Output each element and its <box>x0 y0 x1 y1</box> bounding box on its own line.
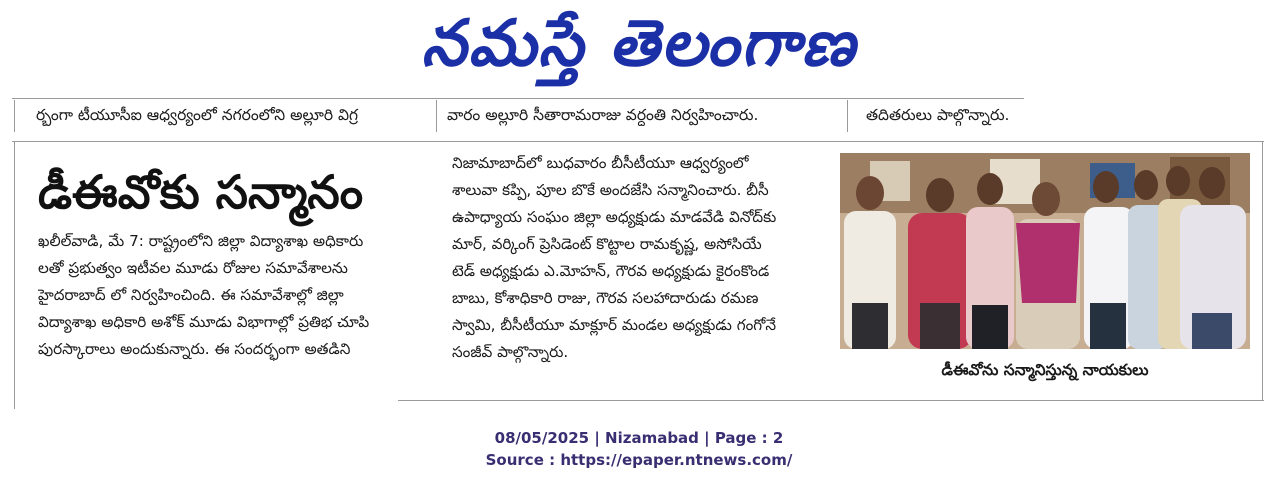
column-2-line: ఉపాధ్యాయ సంఘం జిల్లా అధ్యక్షుడు మాడవేడి వినోద్‌కు <box>452 208 777 226</box>
top-divider-2 <box>436 100 437 132</box>
right-border <box>1262 141 1263 401</box>
column-1-line: హైదరాబాద్ లో నిర్వహించింది. ఈ సమావేశాల్లో జిల్లా <box>38 286 344 304</box>
top-row-text-1: ర్భంగా టీయూసీఐ ఆధ్వర్యంలో నగరంలోని అల్లూరి విగ్ర <box>36 106 359 124</box>
article-column-1 <box>38 228 438 363</box>
article-column-2 <box>452 150 832 366</box>
footer-source: Source : https://epaper.ntnews.com/ <box>485 451 793 469</box>
article-photo <box>840 153 1250 349</box>
column-2-line: స్వామి, బీసీటీయూ మాక్లూర్ మండల అధ్యక్షుడు గంగోనే <box>452 316 777 334</box>
top-rule <box>12 98 1024 99</box>
column-2-line: నిజామాబాద్‌లో బుధవారం బీసీటీయూ ఆధ్వర్యంలో <box>452 154 749 172</box>
footer-date-edition: 08/05/2025 | Nizamabad | Page : 2 <box>494 429 784 447</box>
column-2-line: మార్, వర్కింగ్ ప్రెసిడెంట్ కొట్టాల రామకృష్ణ, అసోసియే <box>452 235 762 253</box>
top-row-text-3: తదితరులు పాల్గొన్నారు. <box>866 106 1010 124</box>
photo-caption: డీఈవోను సన్మానిస్తున్న నాయకులు <box>941 361 1149 379</box>
column-1-line: విద్యాశాఖ అధికారి అశోక్ మూడు విభాగాల్లో ప్రతిభ చూపి <box>38 313 370 331</box>
masthead <box>0 0 1278 90</box>
column-2-line: టెడ్ అధ్యక్షుడు ఎ.మోహన్, గౌరవ అధ్యక్షుడు కైరంకొండ <box>452 262 770 280</box>
column-2-line: సంజీవ్ పాల్గొన్నారు. <box>452 343 569 361</box>
column-1-line: ఖలీల్‌వాడి, మే 7: రాష్ట్రంలోని జిల్లా విద్యాశాఖ అధికారు <box>38 232 364 250</box>
bottom-rule <box>398 400 1264 401</box>
column-2-line: శాలువా కప్పి, పూల బొకే అందజేసి సన్మానించారు. బీసీ <box>452 181 769 199</box>
column-1-line: పురస్కారాలు అందుకున్నారు. ఈ సందర్భంగా అతడిని <box>38 340 351 358</box>
top-divider-3 <box>847 100 848 132</box>
top-row-text-2: వారం అల్లూరి సీతారామరాజు వర్ధంతి నిర్వహించారు. <box>447 106 759 124</box>
newspaper-logo: నమస్తే తెలంగాణ <box>421 7 857 81</box>
left-border <box>14 141 15 409</box>
top-divider-1 <box>14 100 15 132</box>
group-photo-illustration <box>840 153 1250 349</box>
column-2-line: బాబు, కోశాధికారి రాజు, గౌరవ సలహాదారుడు రమణ <box>452 289 759 307</box>
column-1-line: లతో ప్రభుత్వం ఇటీవల మూడు రోజుల సమావేశాలను <box>38 259 348 277</box>
article-headline: డీఈవోకు సన్మానం <box>38 165 364 219</box>
section-rule <box>12 141 1264 142</box>
